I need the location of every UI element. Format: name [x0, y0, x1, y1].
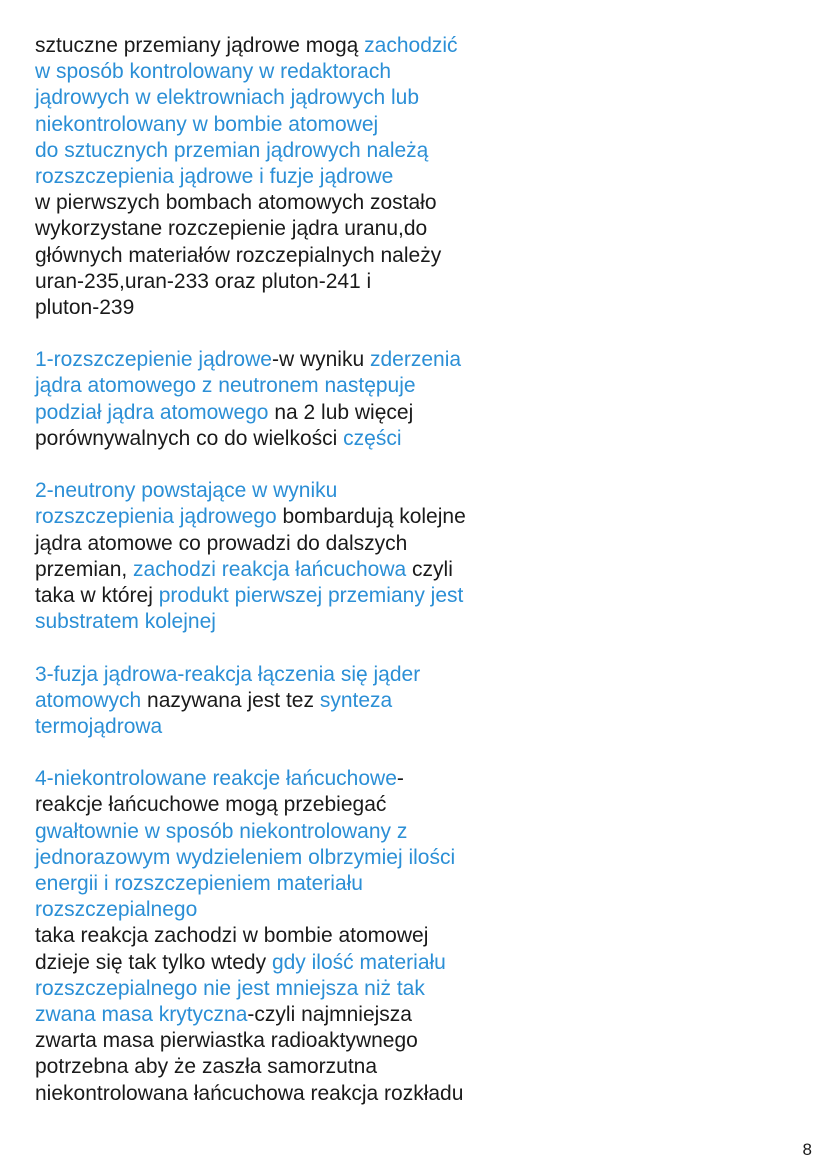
text-line	[35, 950, 805, 976]
text-line	[35, 59, 805, 85]
highlighted-text: niekontrolowany w bombie atomowej	[35, 112, 379, 136]
highlighted-text: 3-fuzja jądrowa-reakcja łączenia się jąder	[35, 662, 421, 686]
highlighted-text: produkt pierwszej przemiany jest	[158, 583, 464, 607]
body-text: uran-235,uran-233 oraz pluton-241 i	[35, 269, 372, 293]
text-line	[35, 426, 805, 452]
text-line	[35, 216, 805, 242]
body-text: na 2 lub więcej	[268, 400, 414, 424]
highlighted-text: gwałtownie w sposób niekontrolowany z	[35, 819, 408, 843]
text-line	[35, 138, 805, 164]
highlighted-text: synteza	[319, 688, 393, 712]
text-line	[35, 269, 805, 295]
highlighted-text: termojądrowa	[35, 714, 163, 738]
text-line	[35, 688, 805, 714]
text-line	[35, 164, 805, 190]
text-line	[35, 243, 805, 269]
document-body	[35, 33, 805, 1107]
body-text: -	[396, 767, 404, 791]
highlighted-text: rozszczepienia jądrowe i fuzje jądrowe	[35, 164, 394, 188]
text-line	[35, 583, 805, 609]
highlighted-text: gdy ilość materiału	[271, 950, 446, 974]
body-text: wykorzystane rozczepienie jądra uranu,do	[35, 217, 428, 241]
body-text: nazywana jest tez	[141, 688, 320, 712]
text-line	[35, 1002, 805, 1028]
text-line	[35, 976, 805, 1002]
page-number: 8	[802, 1140, 812, 1159]
body-text: -w wyniku	[271, 348, 370, 372]
paragraph-gap	[35, 740, 805, 766]
body-text: czyli	[406, 557, 453, 581]
text-line	[35, 347, 805, 373]
text-line	[35, 190, 805, 216]
highlighted-text: 1-rozszczepienie jądrowe	[35, 348, 272, 372]
text-line	[35, 897, 805, 923]
text-line	[35, 819, 805, 845]
text-line	[35, 557, 805, 583]
text-line	[35, 662, 805, 688]
body-text: jądra atomowe co prowadzi do dalszych	[35, 531, 408, 555]
text-line	[35, 845, 805, 871]
highlighted-text: substratem kolejnej	[35, 610, 216, 634]
text-line	[35, 871, 805, 897]
highlighted-text: atomowych	[35, 688, 142, 712]
highlighted-text: energii i rozszczepieniem materiału	[35, 872, 363, 895]
body-text: głównych materiałów rozczepialnych należy	[35, 243, 442, 267]
body-text: -czyli najmniejsza	[247, 1002, 412, 1026]
highlighted-text: 2-neutrony powstające w wyniku	[35, 479, 338, 503]
highlighted-text: w sposób kontrolowany w redaktorach	[35, 60, 392, 84]
paragraph-gap	[35, 452, 805, 478]
text-line	[35, 531, 805, 557]
highlighted-text: rozszczepialnego	[35, 898, 198, 922]
body-text: taka w której	[35, 583, 159, 607]
body-text: przemian,	[35, 557, 134, 581]
paragraph-gap	[35, 635, 805, 661]
body-text: taka reakcja zachodzi w bombie atomowej	[35, 924, 429, 948]
body-text: porównywalnych co do wielkości	[35, 426, 344, 450]
highlighted-text: jądra atomowego z neutronem następuje	[35, 374, 416, 398]
text-line	[35, 792, 805, 818]
highlighted-text: do sztucznych przemian jądrowych należą	[35, 138, 429, 162]
highlighted-text: zachodzi reakcja łańcuchowa	[133, 557, 407, 581]
body-text: niekontrolowana łańcuchowa reakcja rozkładu	[35, 1081, 464, 1105]
highlighted-text: rozszczepienia jądrowego	[35, 505, 277, 529]
body-text: potrzebna aby że zaszła samorzutna	[35, 1055, 378, 1079]
highlighted-text: rozszczepialnego nie jest mniejsza niż tak	[35, 976, 425, 1000]
text-line	[35, 478, 805, 504]
text-line	[35, 1081, 805, 1107]
body-text: pluton-239	[35, 295, 135, 319]
highlighted-text: zachodzić	[364, 34, 458, 57]
body-text: zwarta masa pierwiastka radioaktywnego	[35, 1029, 418, 1053]
highlighted-text: jednorazowym wydzieleniem olbrzymiej ilości	[35, 845, 456, 869]
text-line	[35, 923, 805, 949]
text-line	[35, 714, 805, 740]
highlighted-text: zwana masa krytyczna	[35, 1002, 248, 1026]
highlighted-text: jądrowych w elektrowniach jądrowych lub	[35, 86, 420, 110]
text-line	[35, 33, 805, 59]
text-line	[35, 766, 805, 792]
body-text: dzieje się tak tylko wtedy	[35, 950, 272, 974]
highlighted-text: podział jądra atomowego	[35, 400, 269, 424]
text-line	[35, 1054, 805, 1080]
text-line	[35, 295, 805, 321]
text-line	[35, 85, 805, 111]
highlighted-text: zderzenia	[369, 348, 462, 372]
body-text: w pierwszych bombach atomowych zostało	[35, 191, 437, 215]
body-text: sztuczne przemiany jądrowe mogą	[35, 34, 365, 57]
text-line	[35, 373, 805, 399]
paragraph-gap	[35, 321, 805, 347]
text-line	[35, 504, 805, 530]
text-line	[35, 1028, 805, 1054]
text-line	[35, 609, 805, 635]
body-text: bombardują kolejne	[276, 505, 466, 529]
text-line	[35, 400, 805, 426]
body-text: reakcje łańcuchowe mogą przebiegać	[35, 793, 387, 817]
highlighted-text: części	[343, 426, 402, 450]
highlighted-text: 4-niekontrolowane reakcje łańcuchowe	[35, 767, 397, 791]
text-line	[35, 112, 805, 138]
